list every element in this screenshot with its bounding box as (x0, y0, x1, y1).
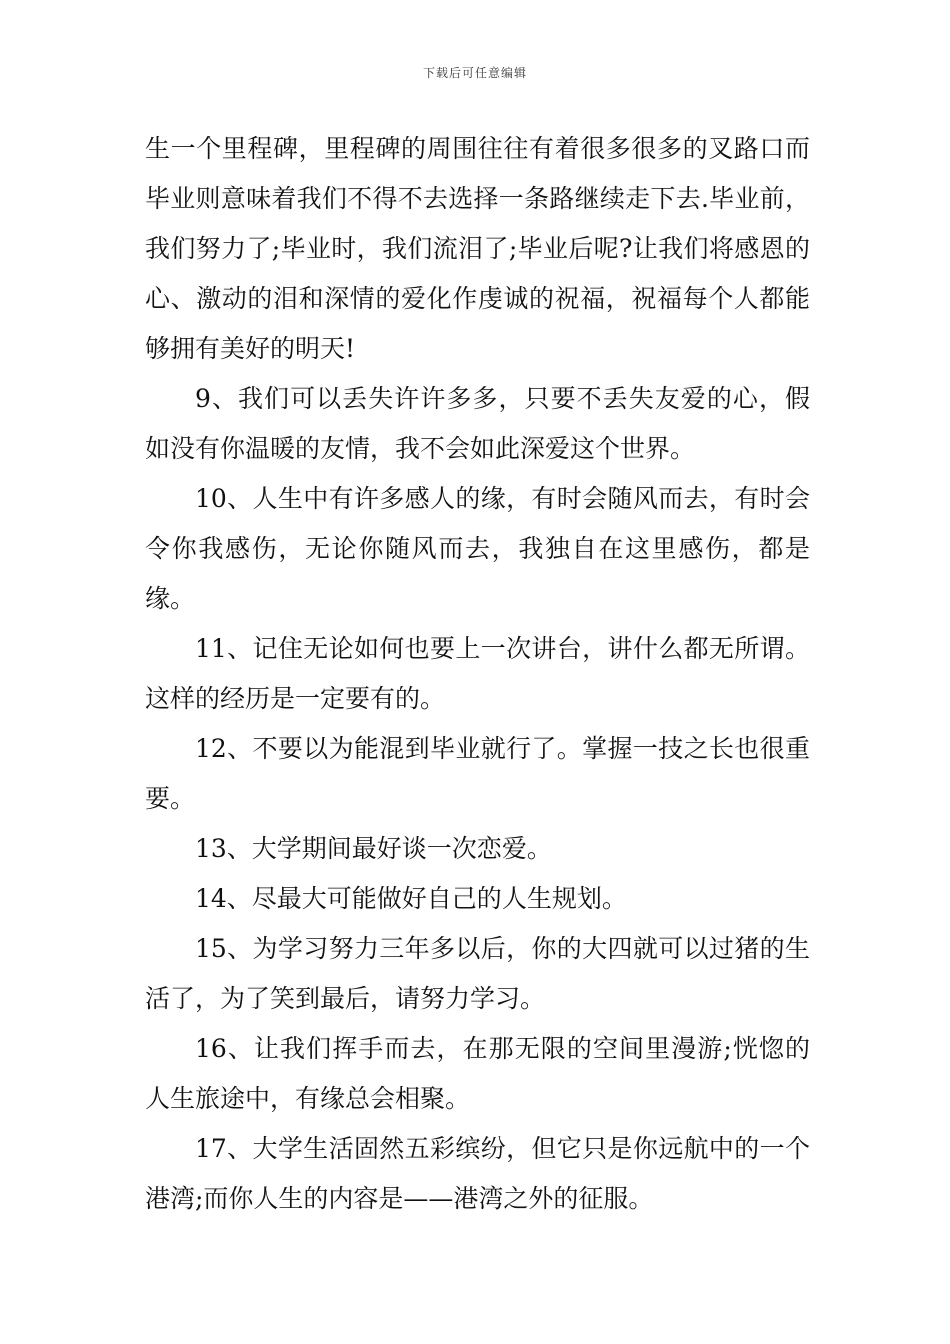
paragraph-item-14: 14、尽最大可能做好自己的人生规划。 (195, 884, 627, 913)
paragraph-continuation: 生一个里程碑，里程碑的周围往往有着很多很多的叉路口而毕业则意味着我们不得不去选择一条路继续走下去.毕业前，我们努力了;毕业时，我们流泪了;毕业后呢?让我们将感恩的心、激动的泪和深情的爱化作虔诚的祝福，祝福每个人都能够拥有美好的明天! (145, 134, 810, 363)
paragraph-item-15: 15、为学习努力三年多以后，你的大四就可以过猪的生活了，为了笑到最后，请努力学习。 (145, 934, 810, 1013)
paragraph-item-17: 17、大学生活固然五彩缤纷，但它只是你远航中的一个港湾;而你人生的内容是——港湾之外的征服。 (145, 1134, 810, 1213)
paragraph-item-13: 13、大学期间最好谈一次恋爱。 (195, 834, 552, 863)
paragraph-item-16: 16、让我们挥手而去，在那无限的空间里漫游;恍惚的人生旅途中，有缘总会相聚。 (145, 1034, 810, 1113)
paragraph-item-11: 11、记住无论如何也要上一次讲台，讲什么都无所谓。这样的经历是一定要有的。 (145, 634, 810, 713)
page-header-note: 下载后可任意编辑 (422, 66, 527, 80)
document-body (145, 124, 810, 1224)
paragraph-item-10: 10、人生中有许多感人的缘，有时会随风而去，有时会令你我感伤，无论你随风而去，我独自在这里感伤，都是缘。 (145, 484, 810, 613)
paragraph-item-9: 9、我们可以丢失许许多多，只要不丢失友爱的心，假如没有你温暖的友情，我不会如此深爱这个世界。 (145, 384, 810, 463)
paragraph-item-12: 12、不要以为能混到毕业就行了。掌握一技之长也很重要。 (145, 734, 810, 813)
